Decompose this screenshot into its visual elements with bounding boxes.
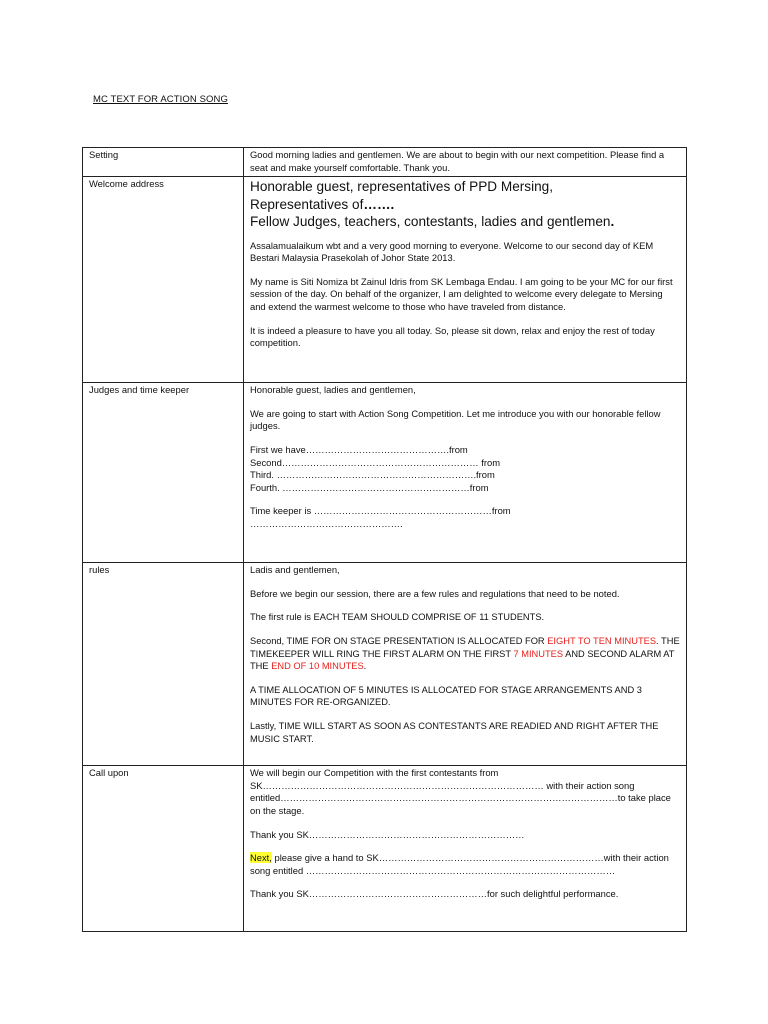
rule-line: The first rule is EACH TEAM SHOULD COMPRISE OF 11 STUDENTS. xyxy=(250,612,545,623)
rules-intro: Before we begin our session, there are a few rules and regulations that need to be noted. xyxy=(250,587,620,599)
welcome-cell xyxy=(244,177,687,383)
table-row xyxy=(83,383,687,563)
row-label: rules xyxy=(83,563,244,766)
callupon-thanks: Thank you SK…………………………………………………………… xyxy=(250,828,525,840)
document-title: MC TEXT FOR ACTION SONG xyxy=(93,94,228,105)
rule-line: Second, TIME FOR ON STAGE PRESENTATION IS ALLOCATED FOR EIGHT TO TEN MINUTES. THE TIMEKEEPER WILL RING THE FIRST ALARM ON THE FIRST 7 MINUTES AND SECOND ALARM AT THE END OF 10 MINUTES. xyxy=(250,635,680,672)
row-label: Setting xyxy=(83,148,244,177)
row-label: Welcome address xyxy=(83,177,244,383)
row-label: Call upon xyxy=(83,766,244,932)
welcome-paragraph: My name is Siti Nomiza bt Zainul Idris from SK Lembaga Endau. I am going to be your MC for our first session of the day. On behalf of the organizer, I am delighted to welcome every delegate to Mersing and extend the warmest welcome to those who have traveled from distance. xyxy=(250,275,673,313)
setting-text: Good morning ladies and gentlemen. We are about to begin with our next competition. Please find a seat and make yourself comfortable. Thank you. xyxy=(244,148,687,177)
welcome-paragraph: It is indeed a pleasure to have you all today. So, please sit down, relax and enjoy the rest of today competition. xyxy=(250,324,655,349)
judge-line: Fourth. ……………………………………………………from xyxy=(250,481,489,493)
table-row xyxy=(83,766,687,932)
judge-line: Third. ……………………………………………………….from xyxy=(250,469,495,481)
highlight-next: Next, xyxy=(250,852,272,864)
welcome-line: Representatives of……. xyxy=(250,196,395,212)
rules-cell xyxy=(244,563,687,766)
rules-greeting: Ladis and gentlemen, xyxy=(250,564,340,576)
rule-line: Lastly, TIME WILL START AS SOON AS CONTESTANTS ARE READIED AND RIGHT AFTER THE MUSIC START. xyxy=(250,720,659,744)
table-row xyxy=(83,148,687,177)
callupon-next: Next, please give a hand to SK………………………………………………………………with their action song entitled ……………………………………………………………………………………… xyxy=(250,852,669,876)
row-label: Judges and time keeper xyxy=(83,383,244,563)
welcome-paragraph: Assalamualaikum wbt and a very good morning to everyone. Welcome to our second day of KEM Bestari Malaysia Prasekolah of Johor State 2013. xyxy=(250,239,654,264)
welcome-line: Honorable guest, representatives of PPD Mersing, xyxy=(250,179,553,195)
mc-script-table xyxy=(82,147,687,932)
judges-intro: We are going to start with Action Song Competition. Let me introduce you with our honorable fellow judges. xyxy=(250,407,661,432)
judges-cell xyxy=(244,383,687,563)
table-row xyxy=(83,563,687,766)
judge-line: Second……………………………………………………… from xyxy=(250,456,501,468)
judges-greeting: Honorable guest, ladies and gentlemen, xyxy=(250,384,416,396)
rule-line: A TIME ALLOCATION OF 5 MINUTES IS ALLOCATED FOR STAGE ARRANGEMENTS AND 3 MINUTES FOR RE-ORGANIZED. xyxy=(250,684,642,708)
judge-line: First we have……………………………………….from xyxy=(250,443,468,455)
callupon-thanks: Thank you SK…………………………………………………for such delightful performance. xyxy=(250,888,619,900)
timekeeper-line: …………………………………………. xyxy=(250,517,403,529)
callupon-begin: We will begin our Competition with the first contestants from SK……………………………………………………………………………… with their action song entitled………………………………………………………………………………………………to take place on the stage. xyxy=(250,767,671,816)
welcome-line: Fellow Judges, teachers, contestants, ladies and gentlemen. xyxy=(250,214,615,230)
timekeeper-line: Time keeper is …………………………………………………from xyxy=(250,505,511,517)
table-row xyxy=(83,177,687,383)
callupon-cell xyxy=(244,766,687,932)
